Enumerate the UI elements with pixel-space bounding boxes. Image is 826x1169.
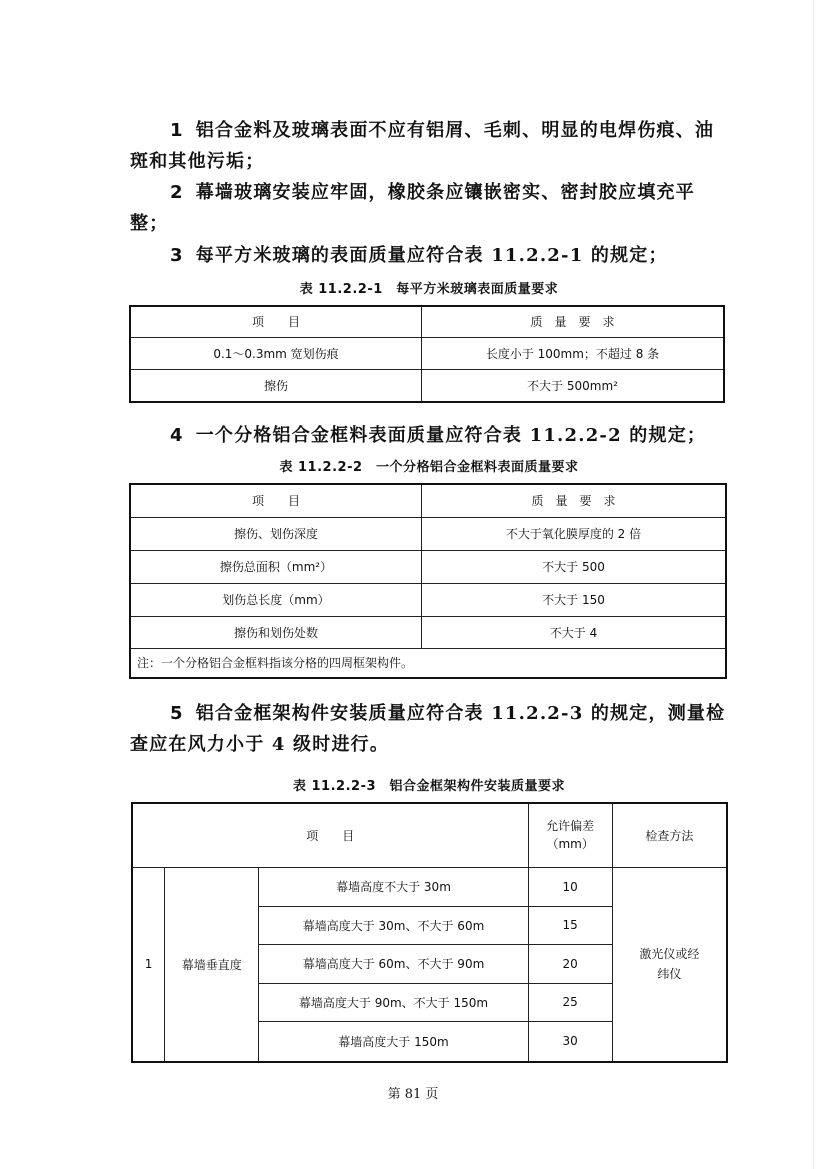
paragraph-text: 铝合金料及玻璃表面不应有铝屑、毛刺、明显的电焊伤痕、油斑和其他污垢；: [130, 120, 715, 172]
column-header: 质 量 要 求: [422, 484, 727, 517]
table-cell: 25: [528, 983, 612, 1021]
table-cell: 擦伤、划伤深度: [130, 517, 422, 550]
table1-caption: 表 11.2.2-1 每平方米玻璃表面质量要求: [299, 282, 559, 297]
table-header-row: [130, 484, 726, 517]
paragraph-number: 5: [170, 703, 184, 724]
table2: [129, 483, 727, 679]
table-cell: 10: [528, 867, 612, 906]
row-group-label: 幕墙垂直度: [165, 867, 259, 1062]
paragraph-number: 1: [170, 120, 184, 141]
column-header: 项 目: [132, 803, 528, 867]
table-row: [130, 616, 726, 648]
table-row: [130, 369, 724, 402]
page-number: 第 81 页: [387, 1087, 439, 1102]
table-cell: 幕墙高度大于 90m、不大于 150m: [259, 983, 528, 1021]
table-cell: 15: [528, 906, 612, 944]
table-row: [130, 550, 726, 583]
table-cell: 不大于 500mm²: [422, 369, 725, 402]
paragraph-text: 一个分格铝合金框料表面质量应符合表 11.2.2-2 的规定；: [195, 425, 707, 446]
paragraph-3: [130, 240, 728, 271]
table-cell: 幕墙高度大于 150m: [259, 1021, 528, 1062]
table-cell: 不大于 150: [422, 583, 727, 616]
column-header: 检查方法: [612, 803, 727, 867]
table-cell: 30: [528, 1021, 612, 1062]
table-row: [132, 867, 727, 906]
table-cell: 幕墙高度大于 30m、不大于 60m: [259, 906, 528, 944]
table-cell: 长度小于 100mm；不超过 8 条: [422, 337, 725, 369]
table-note-row: [130, 648, 726, 678]
row-number: 1: [132, 867, 165, 1062]
table3: [131, 802, 728, 1063]
table-row: [130, 337, 724, 369]
column-header: 质 量 要 求: [422, 306, 725, 337]
table-cell: 不大于 4: [422, 616, 727, 648]
paragraph-number: 2: [170, 182, 184, 203]
table-cell: 不大于氧化膜厚度的 2 倍: [422, 517, 727, 550]
paragraph-4: [130, 420, 728, 451]
table-cell: 幕墙高度大于 60m、不大于 90m: [259, 944, 528, 983]
table-cell: 不大于 500: [422, 550, 727, 583]
table3-caption: 表 11.2.2-3 铝合金框架构件安装质量要求: [292, 779, 566, 794]
paragraph-number: 4: [170, 425, 184, 446]
paragraph-number: 3: [170, 245, 184, 266]
paragraph-5: [130, 698, 728, 760]
paragraph-text: 铝合金框架构件安装质量应符合表 11.2.2-3 的规定，测量检查应在风力小于 4 级时进行。: [130, 703, 726, 755]
table-cell: 0.1～0.3mm 宽划伤痕: [130, 337, 422, 369]
paragraph-text: 幕墙玻璃安装应牢固，橡胶条应镶嵌密实、密封胶应填充平整；: [130, 182, 695, 234]
table-cell: 划伤总长度（mm）: [130, 583, 422, 616]
column-header: 允许偏差（mm）: [528, 803, 612, 867]
table-row: [130, 583, 726, 616]
paragraph-text: 每平方米玻璃的表面质量应符合表 11.2.2-1 的规定；: [195, 245, 668, 266]
paragraph-2: [130, 177, 728, 239]
table-cell: 擦伤: [130, 369, 422, 402]
table-note: 注：一个分格铝合金框料指该分格的四周框架构件。: [130, 648, 726, 678]
column-header: 项 目: [130, 306, 422, 337]
page-edge: [813, 0, 814, 1169]
column-header: 项 目: [130, 484, 422, 517]
table-cell: 擦伤总面积（mm²）: [130, 550, 422, 583]
table-header-row: [130, 306, 724, 337]
table-header-row: [132, 803, 727, 867]
paragraph-1: [130, 115, 728, 177]
check-method: 激光仪或经纬仪: [612, 867, 727, 1062]
table-cell: 幕墙高度不大于 30m: [259, 867, 528, 906]
table2-caption: 表 11.2.2-2 一个分格铝合金框料表面质量要求: [279, 460, 579, 475]
table1: [129, 305, 725, 403]
table-cell: 20: [528, 944, 612, 983]
table-row: [130, 517, 726, 550]
table-cell: 擦伤和划伤处数: [130, 616, 422, 648]
